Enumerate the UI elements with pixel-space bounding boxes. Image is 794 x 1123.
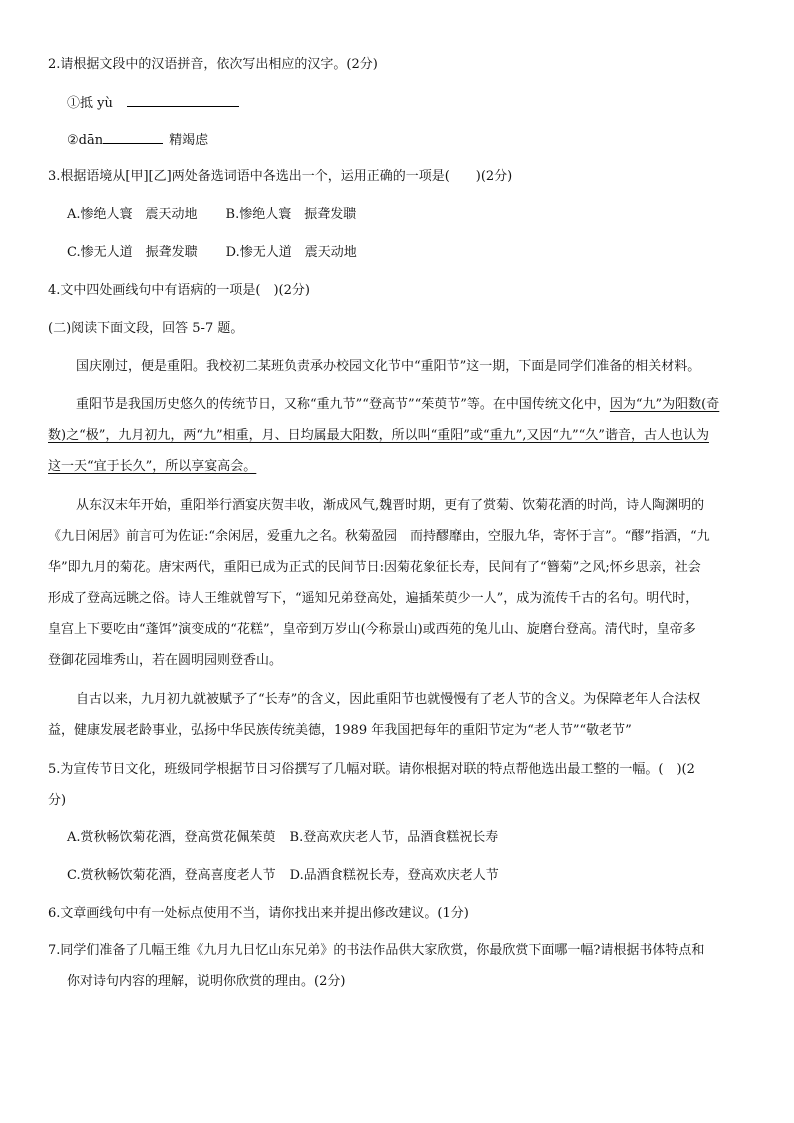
q3-options-row1 [67, 205, 356, 225]
passage-p3-line5: 皇宫上下要吃由“蓬饵”演变成的“花糕”，皇帝到万岁山(今称景山)或西苑的兔儿山、旋磨台登高。清代时，皇帝多 [48, 622, 696, 637]
q3-option-a[interactable]: A.惨绝人寰 震天动地 [67, 207, 198, 222]
q6-stem: 6.文章画线句中有一处标点使用不当，请你找出来并提出修改建议。(1分) [48, 906, 469, 921]
q7-stem-line2: 你对诗句内容的理解，说明你欣赏的理由。(2分) [67, 974, 346, 989]
q2-item2-blank[interactable] [103, 129, 163, 144]
q7-stem-line1: 7.同学们准备了几幅王维《九月九日忆山东兄弟》的书法作品供大家欣赏，你最欣赏下面哪一幅?请根据书体特点和 [48, 943, 705, 958]
section2-title: (二)阅读下面文段，回答 5-7 题。 [48, 321, 244, 336]
q3-stem: 3.根据语境从[甲][乙]两处备选词语中各选出一个，运用正确的一项是( )(2分) [48, 169, 513, 184]
passage-p2-line1-a: 重阳节是我国历史悠久的传统节日，又称“重九节”“登高节”“茱萸节”等。在中国传统文化中， [76, 397, 610, 412]
q3-option-c[interactable]: C.惨无人道 振聋发聩 [67, 245, 198, 260]
q2-item2-suffix: 精竭虑 [169, 133, 209, 148]
q5-option-a[interactable]: A.赏秋畅饮菊花酒，登高赏花佩茱萸 [67, 830, 276, 845]
passage-p4-line2: 益，健康发展老龄事业，弘扬中华民族传统美德，1989 年我国把每年的重阳节定为“老人节”“敬老节” [48, 723, 632, 738]
passage-p4-line1: 自古以来，九月初九就被赋予了“长寿”的含义，因此重阳节也就慢慢有了老人节的含义。为保障老年人合法权 [76, 692, 701, 707]
underlined-sentence-part2: 数)之“极”，九月初九，两“九”相重，月、日均属最大阳数，所以叫“重阳”或“重九”,又因“九”“久”谐音，古人也认为 [48, 428, 709, 443]
q2-item1-blank[interactable] [127, 92, 239, 107]
q5-option-b[interactable]: B.登高欢庆老人节，品酒食糕祝长寿 [289, 830, 499, 845]
q2-item1-text: ①抵 yù [67, 96, 113, 111]
q2-item2 [67, 129, 208, 151]
q2-stem: 2.请根据文段中的汉语拼音，依次写出相应的汉字。(2分) [48, 57, 378, 72]
q5-stem-line1: 5.为宣传节日文化，班级同学根据节日习俗撰写了几幅对联。请你根据对联的特点帮他选出最工整的一幅。( )(2 [48, 762, 695, 777]
passage-p3-line4: 形成了登高远眺之俗。诗人王维就曾写下，“遥知兄弟登高处，遍插茱萸少一人”，成为流传千古的名句。明代时， [48, 591, 699, 606]
q4-stem: 4.文中四处画线句中有语病的一项是( )(2分) [48, 283, 310, 298]
q5-stem-line2: 分) [48, 793, 67, 808]
q3-options-row2 [67, 243, 357, 263]
q5-option-d[interactable]: D.品酒食糕祝长寿，登高欢庆老人节 [289, 868, 499, 883]
passage-p2-line1 [76, 395, 719, 415]
q3-option-b[interactable]: B.惨绝人寰 振聋发聩 [225, 207, 357, 222]
q5-option-c[interactable]: C.赏秋畅饮菊花酒，登高喜度老人节 [67, 868, 276, 883]
underlined-sentence-part3: 这一天“宜于长久”，所以享宴高会。 [48, 459, 257, 474]
passage-p3-line6: 登御花园堆秀山，若在圆明园则登香山。 [48, 653, 283, 668]
passage-p3-line2: 《九日闲居》前言可为佐证:“余闲居，爱重九之名。秋菊盈园 而持醪靡由，空服九华，寄怀于言”。“醪”指酒，“九 [48, 529, 710, 544]
passage-p3-line3: 华”即九月的菊花。唐宋两代，重阳已成为正式的民间节日:因菊花象征长寿，民间有了“簪菊”之风;怀乡思亲，社会 [48, 560, 701, 575]
q2-item2-prefix: ②dān [67, 133, 104, 148]
passage-p1: 国庆刚过，便是重阳。我校初二某班负责承办校园文化节中“重阳节”这一期，下面是同学们准备的相关材料。 [76, 359, 701, 374]
q5-options-row2 [67, 866, 499, 886]
q3-option-d[interactable]: D.惨无人道 震天动地 [225, 245, 357, 260]
passage-p3-line1: 从东汉末年开始，重阳举行酒宴庆贺丰收，渐成风气,魏晋时期，更有了赏菊、饮菊花酒的时尚，诗人陶渊明的 [76, 498, 705, 513]
underlined-sentence-part1: 因为“九”为阳数(奇 [609, 397, 720, 412]
q2-item1 [67, 92, 239, 114]
q5-options-row1 [67, 828, 498, 848]
